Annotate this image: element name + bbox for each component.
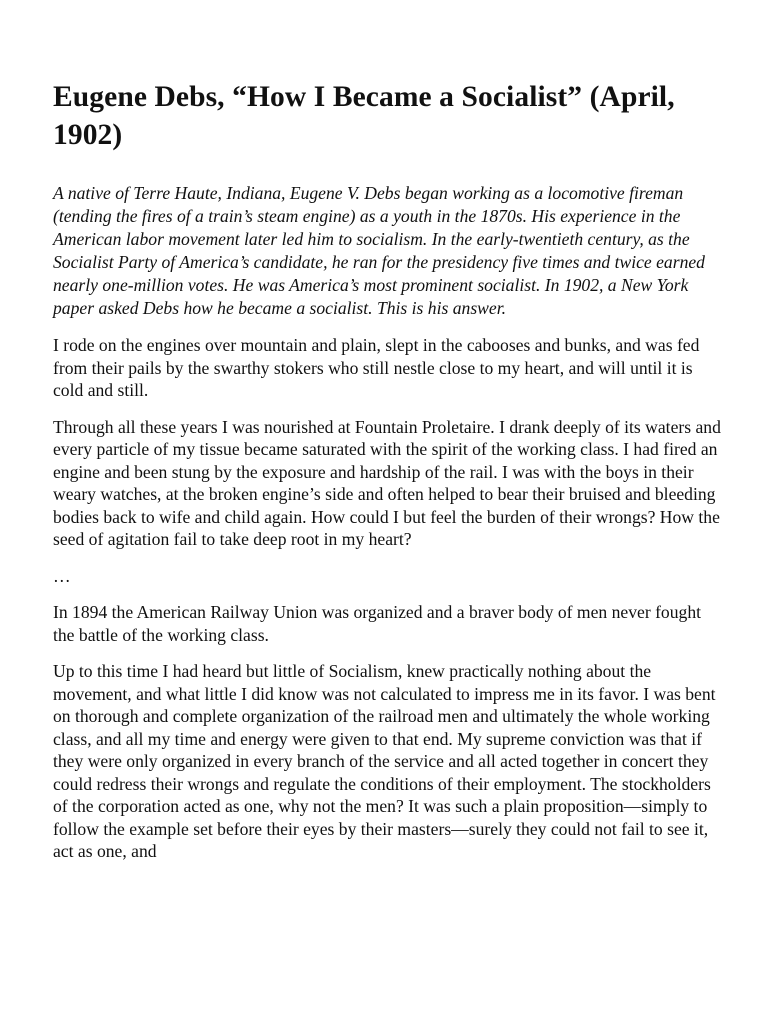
document-page — [53, 78, 721, 877]
body-paragraph: Up to this time I had heard but little of Socialism, knew practically nothing about the movement, and what little I did know was not calculated to impress me in its favor. I was bent on thorough and complete organization of the railroad men and ultimately the whole working class, and all my time and energy were given to that end. My supreme conviction was that if they were only organized in every branch of the service and all acted together in concert they could redress their wrongs and regulate the conditions of their employment. The stockholders of the corporation acted as one, why not the men? It was such a plain proposition—simply to follow the example set before their eyes by their masters—surely they could not fail to see it, act as one, and — [53, 661, 716, 861]
intro-paragraph: A native of Terre Haute, Indiana, Eugene V. Debs began working as a locomotive fireman (tending the fires of a train’s steam engine) as a youth in the 1870s. His experience in the American labor movement later led him to socialism. In the early-twentieth century, as the Socialist Party of America’s candidate, he ran for the presidency five times and twice earned nearly one-million votes. He was America’s most prominent socialist. In 1902, a New York paper asked Debs how he became a socialist. This is his answer. — [53, 183, 705, 318]
body-paragraph: In 1894 the American Railway Union was organized and a braver body of men never fought the battle of the working class. — [53, 602, 702, 645]
body-paragraph: Through all these years I was nourished at Fountain Proletaire. I drank deeply of its waters and every particle of my tissue became saturated with the spirit of the working class. I had fired an engine and been stung by the exposure and hardship of the rail. I was with the boys in their weary watches, at the broken engine’s side and often helped to bear their bruised and bleeding bodies back to wife and child again. How could I but feel the burden of their wrongs? How the seed of agitation fail to take deep root in my heart? — [53, 416, 721, 549]
document-title: Eugene Debs, “How I Became a Socialist” (April, 1902) — [53, 81, 675, 151]
ellipsis-separator: … — [53, 565, 71, 586]
body-paragraph: I rode on the engines over mountain and plain, slept in the cabooses and bunks, and was fed from their pails by the swarthy stokers who still nestle close to my heart, and will until it is cold and still. — [53, 335, 700, 400]
